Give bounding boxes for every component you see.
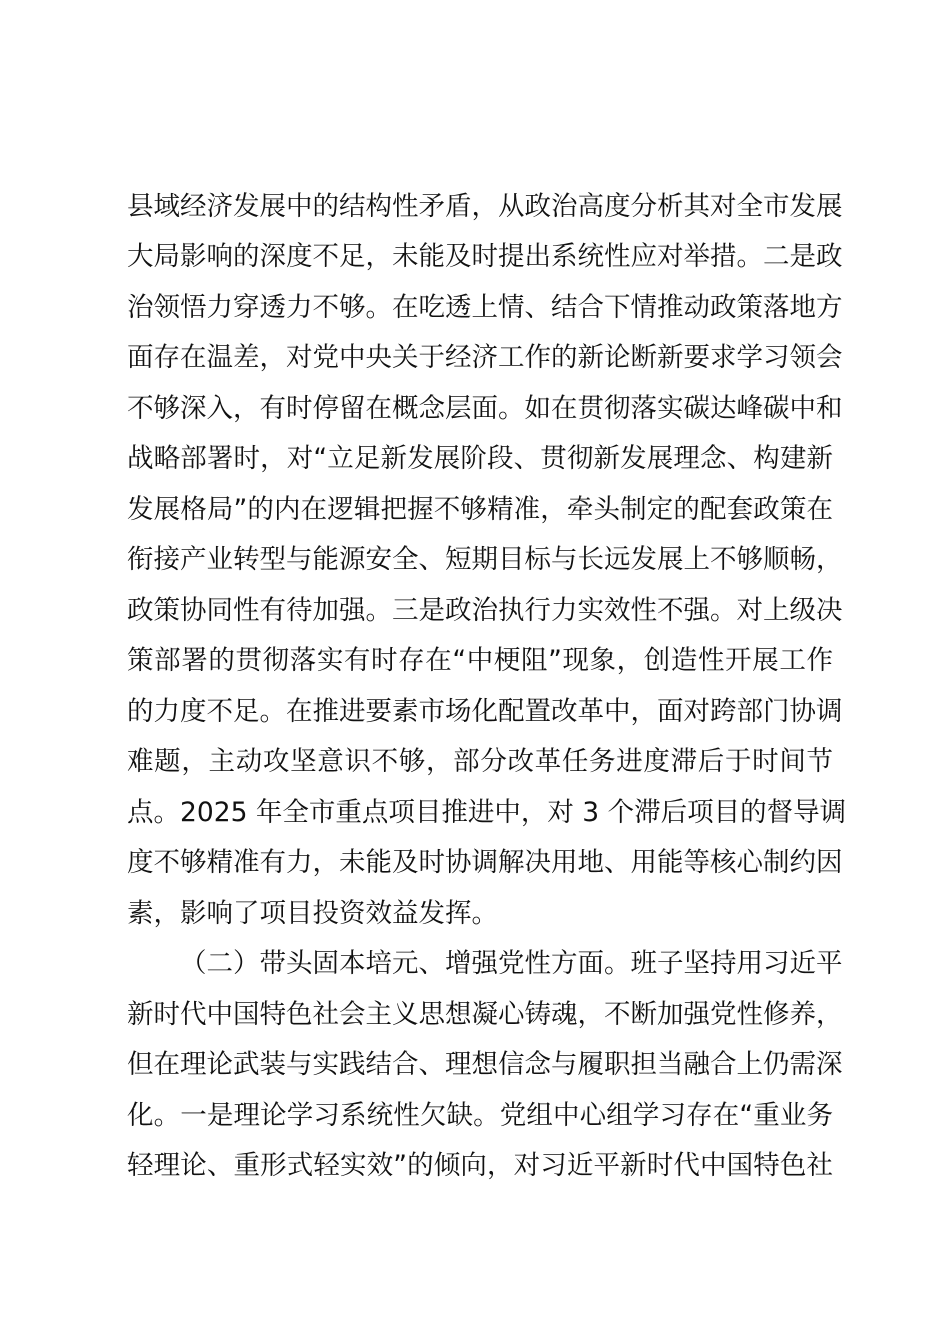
body-text-line: 衔接产业转型与能源安全、短期目标与长远发展上不够顺畅， xyxy=(127,544,843,575)
body-text-line: 大局影响的深度不足，未能及时提出系统性应对举措。二是政 xyxy=(127,241,843,272)
body-text-line: 但在理论武装与实践结合、理想信念与履职担当融合上仍需深 xyxy=(127,1049,843,1080)
body-text-line: 化。一是理论学习系统性欠缺。党组中心组学习存在“重业务 xyxy=(127,1100,833,1131)
body-text-line: 的力度不足。在推进要素市场化配置改革中，面对跨部门协调 xyxy=(127,696,843,727)
body-text-line: 县域经济发展中的结构性矛盾，从政治高度分析其对全市发展 xyxy=(127,191,843,222)
body-text-line: 治领悟力穿透力不够。在吃透上情、结合下情推动政策落地方 xyxy=(127,292,843,323)
paragraph-end-line: 素，影响了项目投资效益发挥。 xyxy=(127,898,498,929)
body-text-line: 新时代中国特色社会主义思想凝心铸魂，不断加强党性修养， xyxy=(127,999,843,1030)
body-text-line: 发展格局”的内在逻辑把握不够精准，牵头制定的配套政策在 xyxy=(127,494,833,525)
body-text-line: 不够深入，有时停留在概念层面。如在贯彻落实碳达峰碳中和 xyxy=(127,393,843,424)
body-text-line: 面存在温差，对党中央关于经济工作的新论断新要求学习领会 xyxy=(127,342,843,373)
section-heading-line: （二）带头固本培元、增强党性方面。班子坚持用习近平 xyxy=(180,948,843,979)
body-text-line: 难题，主动攻坚意识不够，部分改革任务进度滞后于时间节 xyxy=(127,746,833,777)
body-text-line: 政策协同性有待加强。三是政治执行力实效性不强。对上级决 xyxy=(127,595,843,626)
body-text-line: 策部署的贯彻落实有时存在“中梗阻”现象，创造性开展工作 xyxy=(127,645,833,676)
body-text-line: 度不够精准有力，未能及时协调解决用地、用能等核心制约因 xyxy=(127,847,843,878)
body-text-line: 战略部署时，对“立足新发展阶段、贯彻新发展理念、构建新 xyxy=(127,443,833,474)
body-text-line: 点。2025 年全市重点项目推进中，对 3 个滞后项目的督导调 xyxy=(127,797,847,828)
body-text-line: 轻理论、重形式轻实效”的倾向，对习近平新时代中国特色社 xyxy=(127,1150,833,1181)
